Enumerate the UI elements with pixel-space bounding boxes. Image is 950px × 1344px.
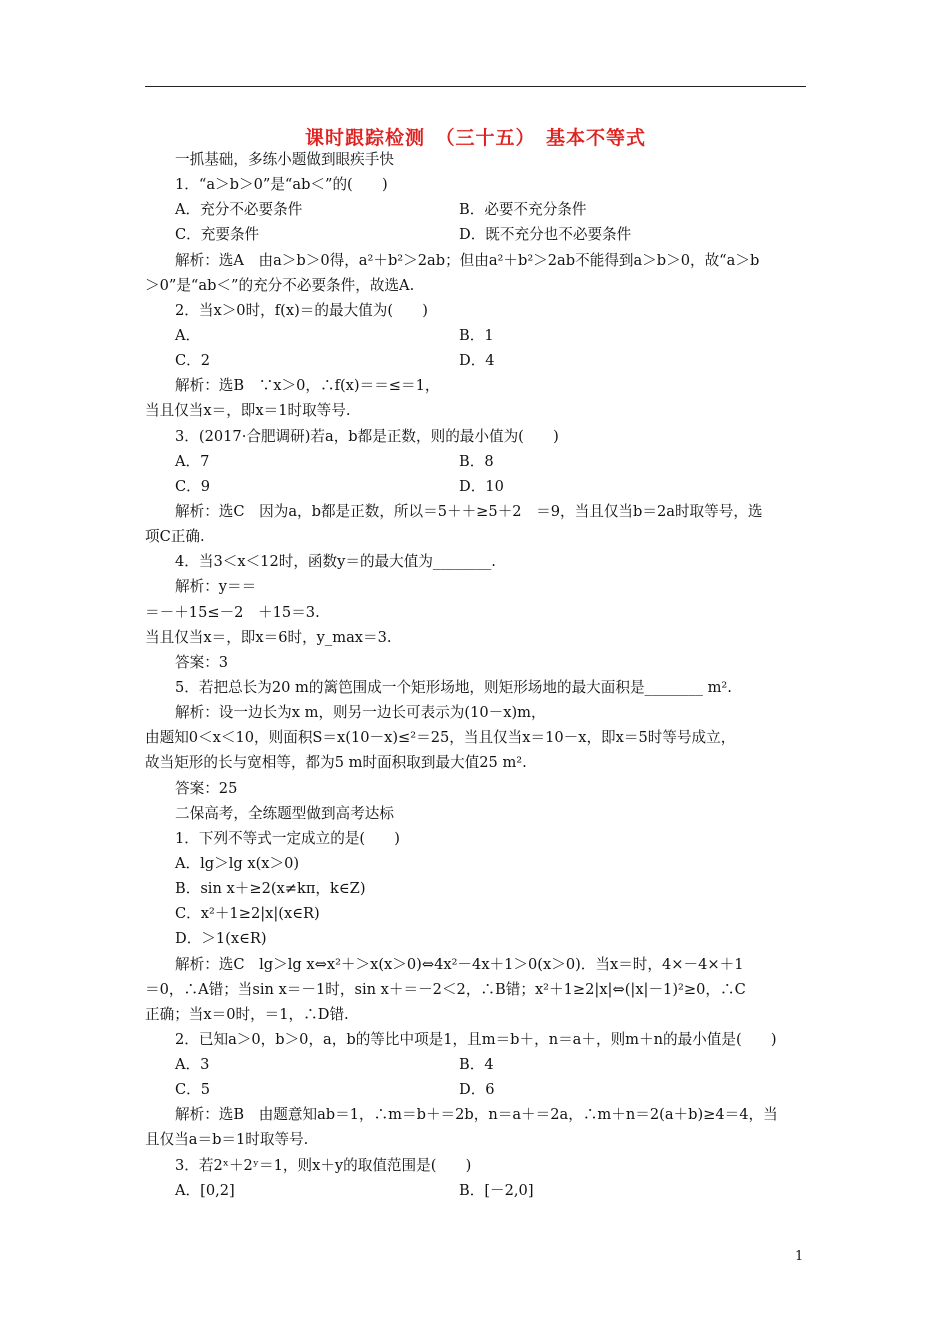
text-line: D．＞1(x∈R) bbox=[175, 930, 267, 948]
option-right: D．6 bbox=[459, 1081, 495, 1099]
option-row bbox=[145, 222, 810, 247]
option-row bbox=[145, 1178, 810, 1203]
text-line: 解析：选A 由a＞b＞0得，a²＋b²＞2ab；但由a²＋b²＞2ab不能得到a＞b＞0，故“a＞b bbox=[175, 251, 760, 269]
text-line: 当且仅当x＝，即x＝6时，y_max＝3. bbox=[145, 628, 392, 646]
text-line: 一抓基础，多练小题做到眼疾手快 bbox=[175, 151, 394, 168]
text-line: 故当矩形的长与宽相等，都为5 m时面积取到最大值25 m². bbox=[145, 754, 527, 772]
text-line: 由题知0＜x＜10，则面积S＝x(10－x)≤²＝25，当且仅当x＝10－x，即x＝5时等号成立， bbox=[145, 729, 736, 747]
option-left: C．2 bbox=[175, 352, 211, 370]
text-line: C．x²＋1≥2|x|(x∈R) bbox=[175, 905, 320, 923]
option-left: A．[0,2] bbox=[175, 1181, 235, 1199]
text-line: ＝－＋15≤－2 ＋15＝3. bbox=[145, 603, 320, 621]
option-left: A．7 bbox=[175, 452, 210, 470]
text-line: 解析：选C 因为a，b都是正数，所以＝5＋＋≥5＋2 ＝9，当且仅当b＝2a时取等号，选 bbox=[175, 502, 763, 520]
text-line: 解析：选B 由题意知ab＝1，∴m＝b＋＝2b，n＝a＋＝2a，∴m＋n＝2(a＋b)≥4＝4，当 bbox=[175, 1106, 778, 1124]
option-left: C．充要条件 bbox=[175, 226, 260, 244]
text-line: 当且仅当x＝，即x＝1时取等号. bbox=[145, 402, 351, 420]
text-line: 解析：选C lg＞lg x⇔x²＋＞x(x＞0)⇔4x²－4x＋1＞0(x＞0)．当x＝时，4×－4×＋1 bbox=[175, 955, 744, 973]
text-line: 答案：25 bbox=[175, 779, 238, 797]
option-left: A．3 bbox=[175, 1056, 210, 1074]
text-line: 2．已知a＞0，b＞0，a，b的等比中项是1，且m＝b＋，n＝a＋，则m＋n的最小值是( ) bbox=[175, 1030, 777, 1048]
option-row bbox=[145, 323, 810, 348]
option-row bbox=[145, 1052, 810, 1077]
text-line: 正确；当x＝0时，＝1，∴D错. bbox=[145, 1005, 349, 1023]
text-line: 1．下列不等式一定成立的是( ) bbox=[175, 829, 400, 847]
text-line: 二保高考，全练题型做到高考达标 bbox=[175, 804, 394, 822]
option-row bbox=[145, 449, 810, 474]
option-right: D．既不充分也不必要条件 bbox=[459, 226, 632, 244]
text-line: 答案：3 bbox=[175, 653, 229, 671]
text-line: 5．若把总长为20 m的篱笆围成一个矩形场地，则矩形场地的最大面积是________ m². bbox=[175, 678, 732, 696]
option-row bbox=[145, 474, 810, 499]
text-line: ＝0，∴A错；当sin x＝－1时，sin x＋＝－2＜2，∴B错；x²＋1≥2|x|⇔(|x|－1)²≥0，∴C bbox=[145, 980, 746, 998]
option-right: B．必要不充分条件 bbox=[459, 201, 587, 219]
option-right: B．1 bbox=[459, 326, 494, 344]
page-number: 1 bbox=[795, 1249, 804, 1264]
option-row bbox=[145, 197, 810, 222]
text-line: 4．当3＜x＜12时，函数y＝的最大值为________. bbox=[175, 553, 496, 571]
text-line: 3．若2ˣ＋2ʸ＝1，则x＋y的取值范围是( ) bbox=[175, 1156, 472, 1174]
document-body bbox=[145, 147, 810, 1203]
page-title: 课时跟踪检测 （三十五） 基本不等式 bbox=[304, 127, 646, 149]
text-line: ＞0”是“ab＜”的充分不必要条件，故选A. bbox=[145, 276, 415, 294]
option-left: A．充分不必要条件 bbox=[175, 201, 303, 219]
option-left: C．9 bbox=[175, 477, 211, 495]
option-right: B．4 bbox=[459, 1056, 494, 1074]
text-line: 2．当x＞0时，f(x)＝的最大值为( ) bbox=[175, 301, 428, 319]
option-right: B．[－2,0] bbox=[459, 1181, 534, 1199]
option-right: B．8 bbox=[459, 452, 494, 470]
text-line: 且仅当a＝b＝1时取等号. bbox=[145, 1131, 309, 1149]
option-row bbox=[145, 348, 810, 373]
text-line: 3．(2017·合肥调研)若a，b都是正数，则的最小值为( ) bbox=[175, 427, 559, 445]
option-row bbox=[145, 1077, 810, 1102]
text-line: 解析：选B ∵x＞0，∴f(x)＝＝≤＝1， bbox=[175, 377, 440, 395]
text-line: 项C正确. bbox=[145, 528, 205, 546]
text-line: B．sin x＋≥2(x≠kπ，k∈Z) bbox=[175, 880, 366, 898]
option-right: D．4 bbox=[459, 352, 495, 370]
header-rule bbox=[145, 86, 806, 87]
text-line: 解析：y＝＝ bbox=[175, 578, 257, 596]
text-line: 解析：设一边长为x m，则另一边长可表示为(10－x)m， bbox=[175, 704, 546, 722]
option-right: D．10 bbox=[459, 477, 504, 495]
text-line: A．lg＞lg x(x＞0) bbox=[175, 854, 300, 872]
option-left: C．5 bbox=[175, 1081, 211, 1099]
option-left: A． bbox=[175, 326, 201, 344]
text-line: 1．“a＞b＞0”是“ab＜”的( ) bbox=[175, 176, 388, 194]
